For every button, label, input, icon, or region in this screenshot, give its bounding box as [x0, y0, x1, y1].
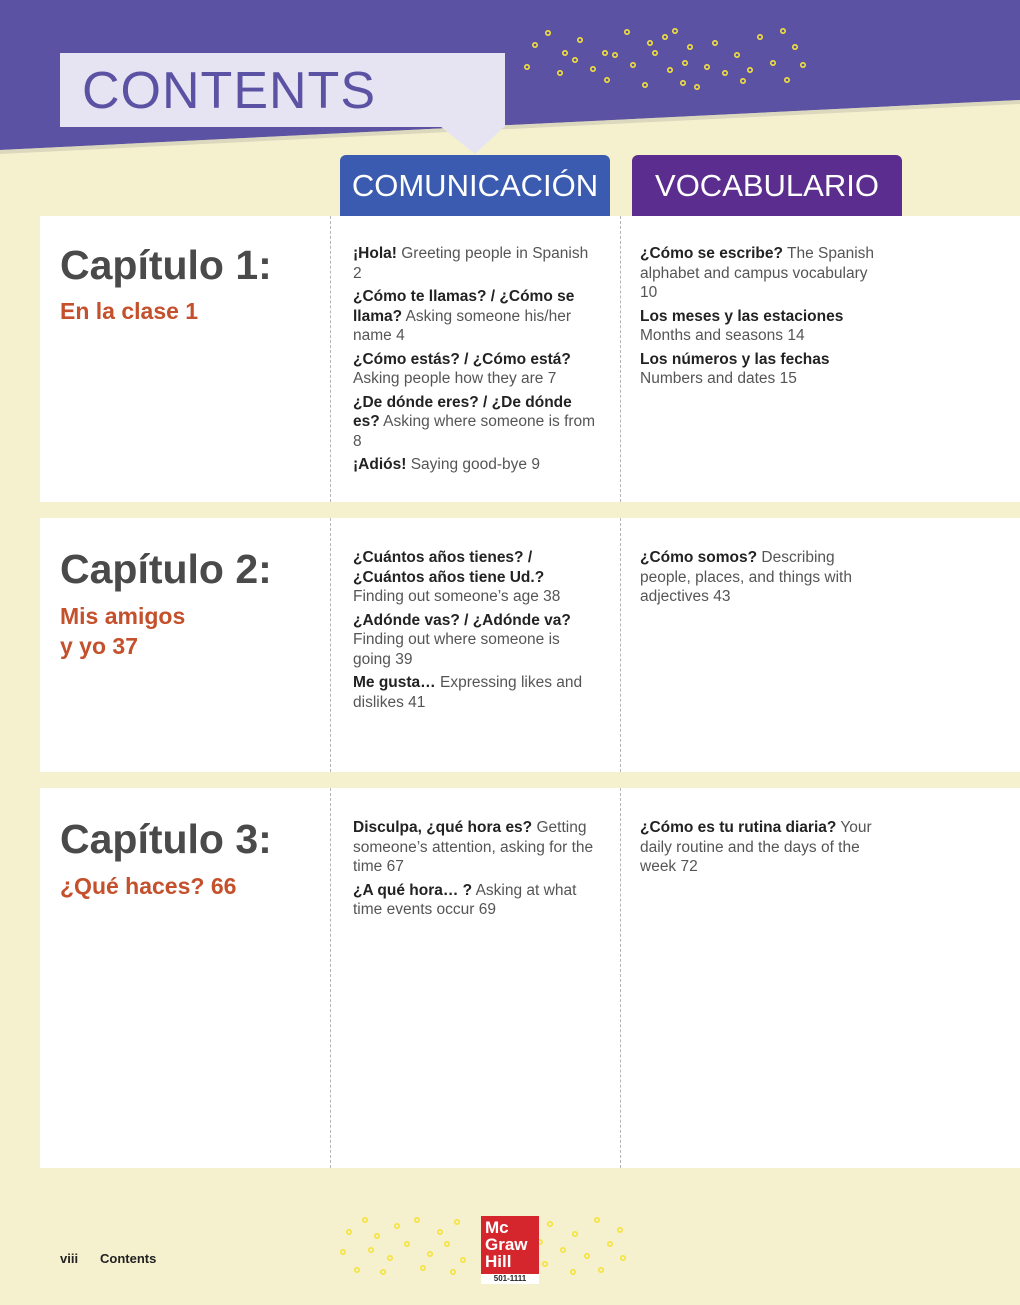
chapter-subtitle: En la clase 1	[60, 298, 199, 324]
footer-section-label: Contents	[100, 1251, 157, 1266]
mcgraw-hill-logo: Mc Graw Hill 501-1111	[481, 1216, 539, 1284]
vocabulary-column	[640, 548, 880, 611]
toc-entry: Me gusta… Expressing likes and dislikes 41	[353, 674, 583, 711]
decorative-dots-top	[515, 25, 815, 95]
title-box-pointer	[440, 126, 510, 156]
chapter-1-panel	[40, 216, 1020, 502]
toc-entry: Los números y las fechas Numbers and dates 15	[640, 350, 830, 387]
column-divider	[620, 216, 621, 502]
tab-vocabulario: VOCABULARIO	[632, 155, 902, 217]
toc-entry: ¿Cómo estás? / ¿Cómo está? Asking people how they are 7	[353, 350, 571, 387]
toc-entry: ¿Cómo es tu rutina diaria? Your daily routine and the days of the week 72	[640, 819, 872, 875]
chapter-subtitle: Mis amigos y yo 37	[60, 603, 186, 659]
toc-entry: ¿De dónde eres? / ¿De dónde es? Asking where someone is from 8	[353, 393, 596, 450]
toc-entry: ¿Cómo se escribe? The Spanish alphabet and campus vocabulary 10	[640, 245, 875, 301]
toc-entry: ¿Cómo te llamas? / ¿Cómo se llama? Asking someone his/her name 4	[353, 288, 575, 344]
toc-entry: ¿Cómo somos? Describing people, places, and things with adjectives 43	[640, 549, 852, 605]
page-number: viii	[60, 1251, 79, 1266]
toc-entry: ¡Adiós! Saying good-bye 9	[353, 456, 540, 473]
column-divider	[330, 216, 331, 502]
chapter-title: Capítulo 2:	[60, 546, 272, 592]
column-divider	[620, 518, 621, 772]
toc-entry: Disculpa, ¿qué hora es? Getting someone’s attention, asking for the time 67	[353, 819, 594, 875]
toc-entry: ¿A qué hora… ? Asking at what time events occur 69	[353, 881, 577, 918]
toc-entry: ¿Cuántos años tienes? / ¿Cuántos años tiene Ud.? Finding out someone’s age 38	[353, 549, 561, 605]
communication-column	[353, 548, 598, 716]
column-divider	[620, 788, 621, 1168]
chapter-2-panel	[40, 518, 1020, 772]
communication-column	[353, 244, 598, 479]
tab-comunicacion: COMUNICACIÓN	[340, 155, 610, 217]
chapter-subtitle: ¿Qué haces? 66	[60, 873, 237, 899]
chapter-title: Capítulo 1:	[60, 242, 272, 288]
communication-column	[353, 818, 598, 924]
column-divider	[330, 788, 331, 1168]
toc-entry: ¡Hola! Greeting people in Spanish 2	[353, 245, 589, 282]
toc-entry: ¿Adónde vas? / ¿Adónde va? Finding out where someone is going 39	[353, 611, 571, 668]
vocabulary-column	[640, 818, 880, 881]
page-title: CONTENTS	[82, 62, 376, 120]
toc-entry: Los meses y las estaciones Months and seasons 14	[640, 307, 844, 344]
vocabulary-column	[640, 244, 880, 393]
column-divider	[330, 518, 331, 772]
chapter-3-panel	[40, 788, 1020, 1168]
chapter-title: Capítulo 3:	[60, 816, 272, 862]
contents-title-box	[60, 53, 505, 127]
